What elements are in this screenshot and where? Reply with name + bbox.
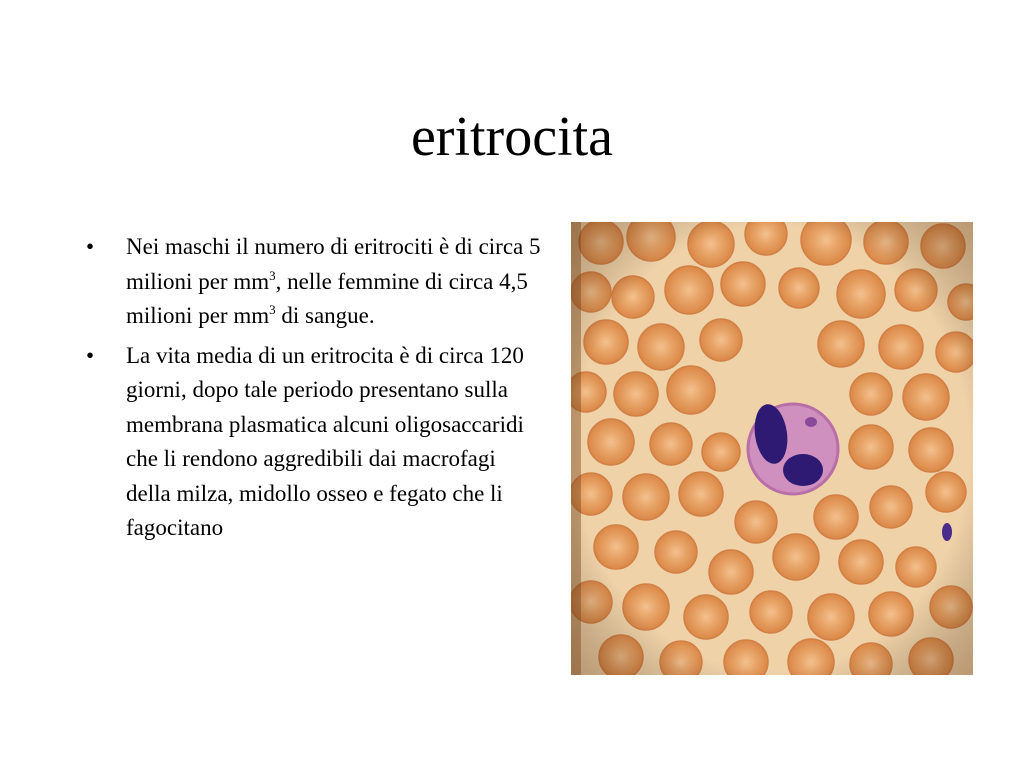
superscript: 3 (269, 302, 276, 317)
bullet-marker: • (86, 342, 95, 368)
blood-smear-micrograph (571, 222, 973, 675)
bullet-item (86, 230, 546, 334)
bullet-text-part: Nei maschi il numero di eritrociti è di circa 5 milioni per mm (126, 234, 541, 294)
bullet-marker: • (86, 234, 95, 259)
bullet-text-part: , nelle femmine di circa 4,5 milioni per mm (126, 268, 528, 328)
superscript: 3 (269, 267, 276, 283)
blood-smear-image (571, 222, 973, 675)
bullet-text-part: di sangue. (275, 303, 375, 328)
slide-title: eritrocita (410, 106, 614, 168)
bullet-list (86, 230, 546, 551)
bullet-text: La vita media di un eritrocita è di circa 120 giorni, dopo tale periodo presentano sulla membrana plasmatica alcuni oligosaccaridi che li rendono aggredibili dai macrofagi della milza, midollo osseo e fegato che li fagocitano (126, 342, 524, 540)
bullet-item (86, 339, 546, 546)
